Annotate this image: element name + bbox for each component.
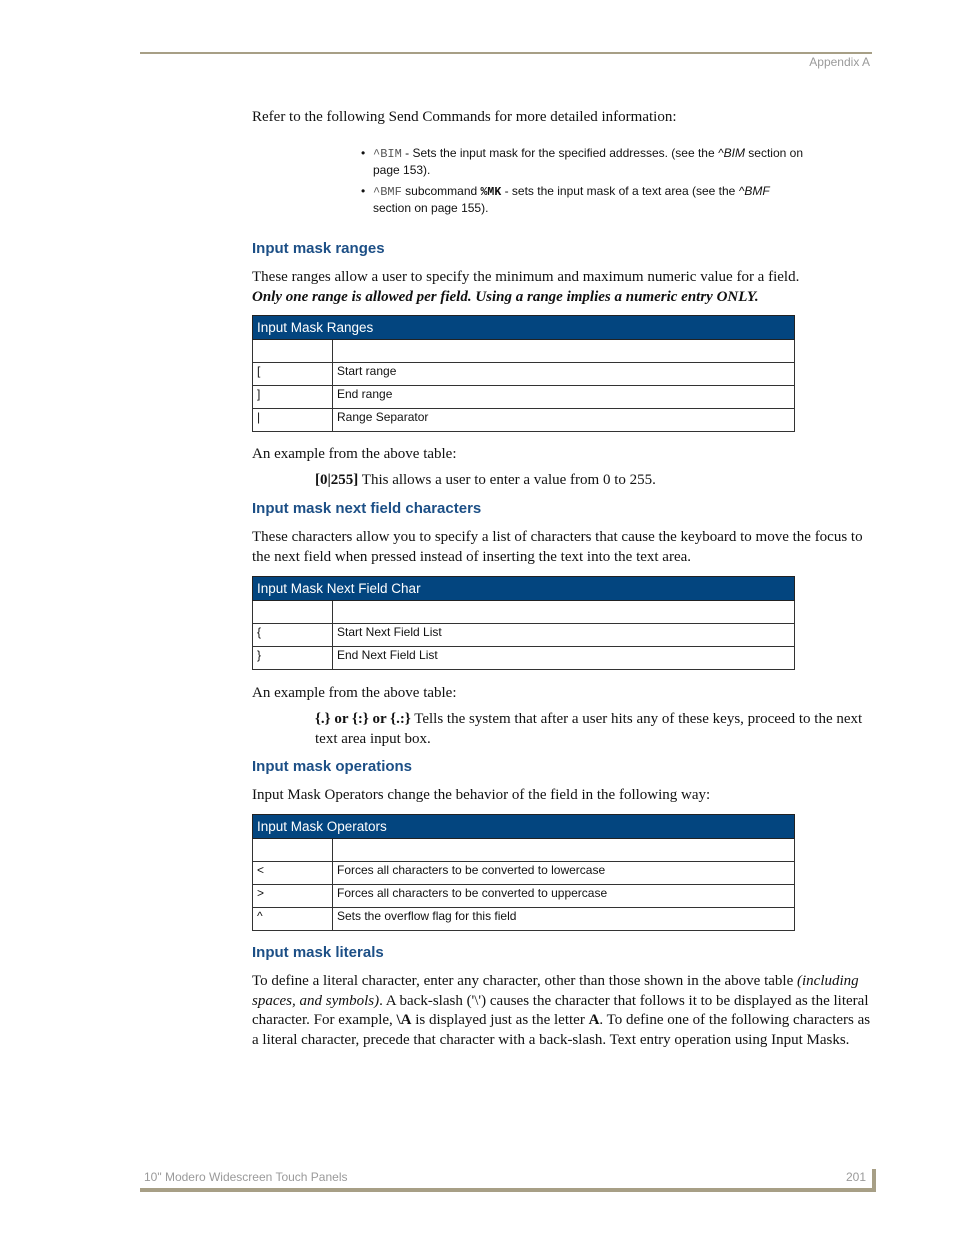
table-input-mask-operators — [252, 814, 795, 931]
table-row-empty — [253, 340, 795, 363]
heading-input-mask-literals: Input mask literals — [252, 944, 384, 961]
table-row-empty — [253, 839, 795, 862]
example-code: [0|255] — [315, 472, 359, 488]
intro-paragraph: Refer to the following Send Commands for more detailed information: — [252, 109, 677, 125]
heading-input-mask-next-field: Input mask next field characters — [252, 500, 482, 517]
example-text: This allows a user to enter a value from 0 to 255. — [358, 472, 656, 488]
table-row — [253, 647, 795, 670]
example-code: {.} or {:} or {.:} — [315, 711, 411, 727]
mask-char: < — [253, 862, 333, 885]
bullet-text: subcommand — [401, 184, 481, 198]
table-row — [253, 862, 795, 885]
mask-desc: Range Separator — [333, 409, 795, 432]
mask-char: } — [253, 647, 333, 670]
table-row — [253, 908, 795, 931]
mask-desc: Forces all characters to be converted to uppercase — [333, 885, 795, 908]
ranges-example — [315, 471, 875, 491]
nextfield-example-intro: An example from the above table: — [252, 685, 457, 701]
ranges-paragraph: These ranges allow a user to specify the minimum and maximum numeric value for a field. — [252, 269, 800, 285]
mask-char: ] — [253, 386, 333, 409]
mask-desc: End range — [333, 386, 795, 409]
operations-paragraph: Input Mask Operators change the behavior of the field in the following way: — [252, 787, 711, 803]
table-input-mask-ranges — [252, 315, 795, 432]
command-ref-link[interactable]: ^BIM — [717, 146, 745, 160]
mask-desc: Start range — [333, 363, 795, 386]
heading-input-mask-ranges: Input mask ranges — [252, 240, 385, 257]
bullet-text: - Sets the input mask for the specified addresses. (see the — [401, 146, 718, 160]
mask-desc: Forces all characters to be converted to lowercase — [333, 862, 795, 885]
footer-title: 10" Modero Widescreen Touch Panels — [144, 1170, 348, 1184]
table-input-mask-next-field — [252, 576, 795, 670]
header-rule — [140, 52, 872, 54]
mask-char: ^ — [253, 908, 333, 931]
table-row — [253, 624, 795, 647]
mask-char: [ — [253, 363, 333, 386]
page-number: 201 — [845, 1170, 866, 1184]
mask-char: { — [253, 624, 333, 647]
bullet-text: section on page 155). — [373, 200, 489, 215]
table-row — [253, 885, 795, 908]
mask-char: | — [253, 409, 333, 432]
example-text: Tells the system that after a user hits any of these keys, proceed to the next text area input box. — [315, 711, 863, 747]
heading-input-mask-operations: Input mask operations — [252, 758, 413, 775]
bullet-icon: • — [361, 146, 366, 160]
table-title: Input Mask Ranges — [253, 316, 795, 340]
subcommand-code: %MK — [480, 186, 502, 199]
ranges-example-intro: An example from the above table: — [252, 446, 457, 462]
literals-paragraph: To define a literal character, enter any character, other than those shown in the above table (including spaces, and symbols). A back-slash ('\') causes the character that follows it to be displayed as the literal character. For example, \A is displayed just as the letter A. To define one of the following characters as a literal character, precede that character with a back-slash. Text entry operation using Input Masks. — [252, 973, 871, 1048]
table-row — [253, 363, 795, 386]
mask-desc: Sets the overflow flag for this field — [333, 908, 795, 931]
table-title: Input Mask Next Field Char — [253, 577, 795, 601]
mask-char: > — [253, 885, 333, 908]
footer-rule — [140, 1188, 876, 1192]
command-code: ^BMF — [373, 185, 402, 199]
ranges-note: Only one range is allowed per field. Using a range implies a numeric entry ONLY. — [252, 288, 759, 305]
command-ref-link[interactable]: ^BMF — [738, 184, 770, 198]
table-row-empty — [253, 601, 795, 624]
bullet-text: - sets the input mask of a text area (see the — [501, 184, 739, 198]
nextfield-paragraph: These characters allow you to specify a list of characters that cause the keyboard to move the focus to the next field when pressed instead of inserting the text into the text area. — [252, 529, 863, 565]
table-title: Input Mask Operators — [253, 815, 795, 839]
bullet-item-bim — [361, 146, 833, 178]
mask-desc: End Next Field List — [333, 647, 795, 670]
command-code: ^BIM — [373, 147, 402, 161]
table-row — [253, 386, 795, 409]
section-label: Appendix A — [809, 55, 870, 69]
bullet-icon: • — [361, 184, 366, 198]
ranges-description — [252, 268, 872, 307]
mask-desc: Start Next Field List — [333, 624, 795, 647]
bullet-item-bmf — [361, 184, 793, 216]
nextfield-example — [315, 710, 875, 749]
bullet-text: section on page 153). — [373, 146, 803, 177]
table-row — [253, 409, 795, 432]
